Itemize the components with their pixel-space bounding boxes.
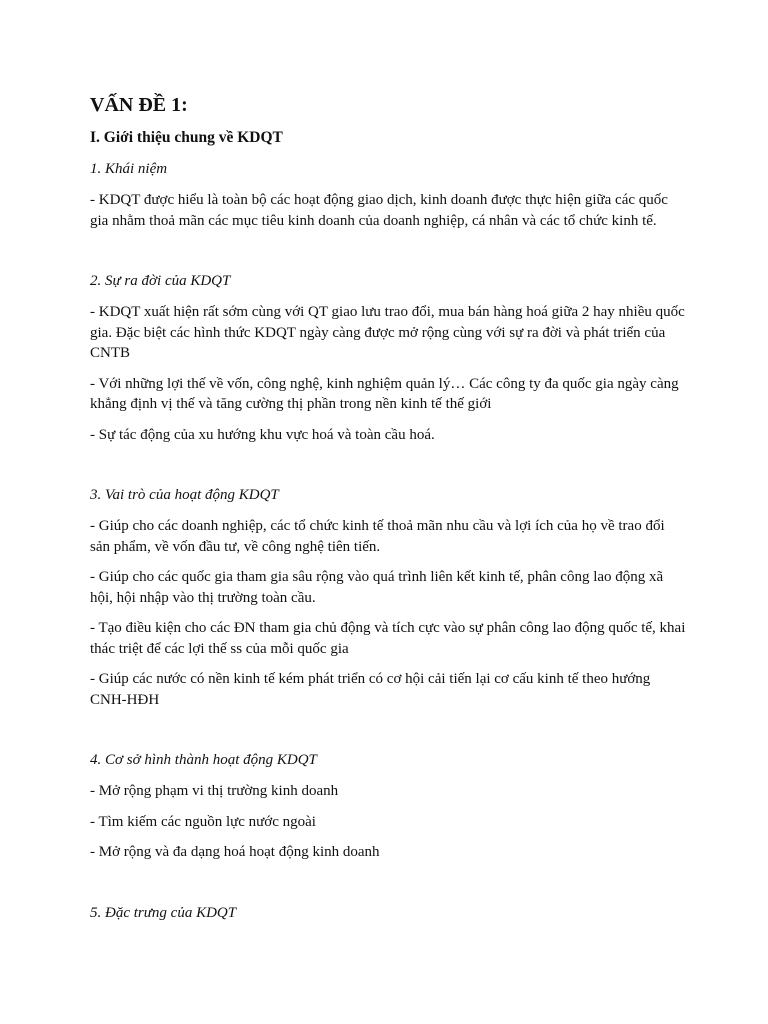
paragraph: - Tìm kiếm các nguồn lực nước ngoài bbox=[90, 813, 316, 830]
paragraph: - Giúp các nước có nền kinh tế kém phát triển có cơ hội cải tiến lại cơ cấu kinh tế theo hướng CNH-HĐH bbox=[90, 671, 651, 708]
paragraph: - Mở rộng phạm vi thị trường kinh doanh bbox=[90, 783, 339, 799]
section-heading: I. Giới thiệu chung về KDQT bbox=[90, 129, 283, 146]
paragraph: - Với những lợi thế về vốn, công nghệ, kinh nghiệm quản lý… Các công ty đa quốc gia ngày càng khẳng định vị thế và tăng cường thị phần trong nền kinh tế thế giới bbox=[90, 375, 679, 412]
subsection-heading-3: 3. Vai trò của hoạt động KDQT bbox=[90, 487, 279, 503]
spacer bbox=[90, 720, 688, 750]
paragraph: - Tạo điều kiện cho các ĐN tham gia chủ động và tích cực vào sự phân công lao động quốc tế, khai thác triệt để các lợi thế ss của mỗi quốc gia bbox=[90, 620, 686, 657]
subsection-heading-5: 5. Đặc trưng của KDQT bbox=[90, 904, 237, 921]
paragraph: - KDQT được hiểu là toàn bộ các hoạt động giao dịch, kinh doanh được thực hiện giữa các quốc gia nhằm thoả mãn các mục tiêu kinh doanh của doanh nghiệp, cá nhân và các tổ chức kinh tế. bbox=[90, 192, 668, 229]
paragraph: - Sự tác động của xu hướng khu vực hoá và toàn cầu hoá. bbox=[90, 426, 435, 443]
spacer bbox=[90, 241, 688, 271]
paragraph: - Mở rộng và đa dạng hoá hoạt động kinh doanh bbox=[90, 844, 380, 860]
paragraph: - KDQT xuất hiện rất sớm cùng với QT giao lưu trao đổi, mua bán hàng hoá giữa 2 hay nhiều quốc gia. Đặc biệt các hình thức KDQT ngày càng được mở rộng cùng với sự ra đời và phát triển của CNTB bbox=[90, 304, 685, 361]
subsection-heading-1: 1. Khái niệm bbox=[90, 161, 168, 177]
spacer bbox=[90, 455, 688, 485]
paragraph: - Giúp cho các quốc gia tham gia sâu rộng vào quá trình liên kết kinh tế, phân công lao động xã hội, hội nhập vào thị trường toàn cầu. bbox=[90, 569, 664, 606]
paragraph: - Giúp cho các doanh nghiệp, các tổ chức kinh tế thoả mãn nhu cầu và lợi ích của họ về trao đổi sản phẩm, về vốn đầu tư, về công nghệ tiên tiến. bbox=[90, 518, 665, 555]
subsection-heading-4: 4. Cơ sở hình thành hoạt động KDQT bbox=[90, 752, 317, 768]
document-title: VẤN ĐỀ 1: bbox=[90, 94, 188, 116]
subsection-heading-2: 2. Sự ra đời của KDQT bbox=[90, 273, 231, 289]
document-page bbox=[90, 92, 688, 934]
spacer bbox=[90, 873, 688, 903]
